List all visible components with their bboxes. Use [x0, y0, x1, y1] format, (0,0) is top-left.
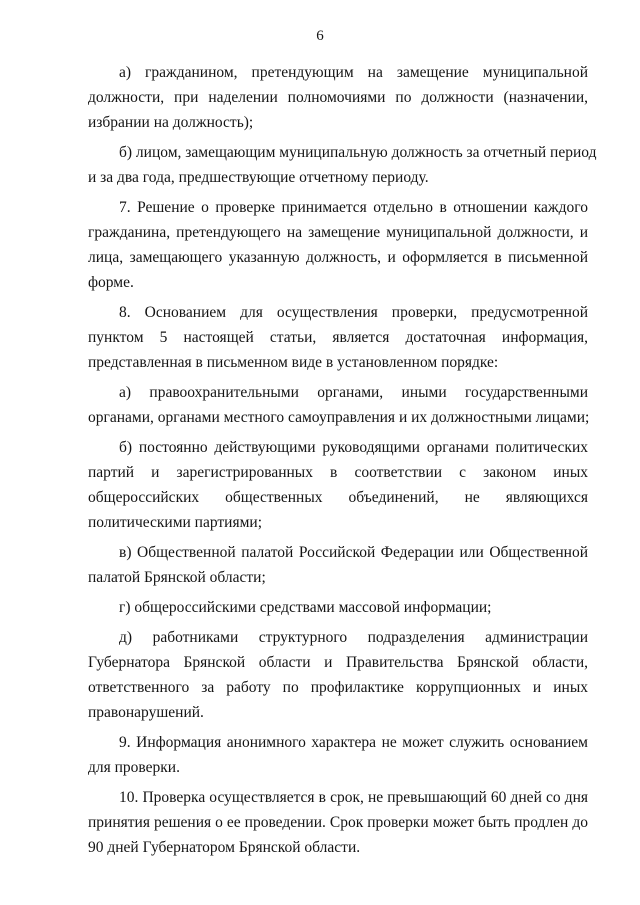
text-line: 90 дней Губернатором Брянской области.: [88, 839, 361, 856]
text-line: органами, органами местного самоуправления и их должностными лицами;: [88, 409, 590, 426]
page-number: 6: [316, 28, 324, 44]
text-line: Губернатора Брянской области и Правительства Брянской области,: [88, 654, 588, 671]
paragraph-8v: [88, 540, 588, 590]
text-line: для проверки.: [88, 759, 180, 776]
text-line: ответственного за работу по профилактике коррупционных и иных: [88, 679, 588, 696]
text-line: представленная в письменном виде в установленном порядке:: [88, 354, 499, 371]
text-line: форме.: [88, 274, 134, 291]
text-line: лица, замещающего указанную должность, и оформляется в письменной: [88, 249, 588, 266]
paragraph-7: [88, 195, 588, 295]
text-line: политическими партиями;: [88, 514, 263, 531]
text-line: палатой Брянской области;: [88, 569, 266, 586]
paragraph-8g: [88, 595, 588, 620]
text-line: должности, при наделении полномочиями по должности (назначении,: [88, 89, 588, 106]
paragraph-8a: [88, 380, 588, 430]
paragraph-6b: [88, 140, 597, 190]
text-line: избрании на должность);: [88, 114, 254, 131]
paragraph-8: [88, 300, 588, 375]
paragraph-8d: [88, 625, 588, 725]
text-line: в) Общественной палатой Российской Федерации или Общественной: [119, 544, 588, 561]
document-text: [88, 60, 597, 860]
text-line: принятия решения о ее проведении. Срок проверки может быть продлен до: [88, 814, 588, 831]
text-line: 7. Решение о проверке принимается отдельно в отношении каждого: [119, 199, 588, 216]
text-line: г) общероссийскими средствами массовой информации;: [119, 599, 492, 616]
text-line: правонарушений.: [88, 704, 204, 721]
text-line: гражданина, претендующего на замещение муниципальной должности, и: [88, 224, 588, 241]
text-line: б) лицом, замещающим муниципальную должность за отчетный период: [119, 144, 597, 161]
text-line: 9. Информация анонимного характера не может служить основанием: [119, 734, 588, 751]
text-line: а) гражданином, претендующим на замещение муниципальной: [119, 64, 588, 81]
text-line: б) постоянно действующими руководящими органами политических: [119, 439, 588, 456]
paragraph-8b: [88, 435, 588, 535]
text-line: 10. Проверка осуществляется в срок, не превышающий 60 дней со дня: [119, 789, 588, 806]
text-line: 8. Основанием для осуществления проверки, предусмотренной: [119, 304, 588, 321]
text-line: пунктом 5 настоящей статьи, является достаточная информация,: [88, 329, 588, 346]
paragraph-9: [88, 730, 588, 780]
text-line: и за два года, предшествующие отчетному периоду.: [88, 169, 429, 186]
paragraph-6a: [88, 60, 588, 135]
text-line: партий и зарегистрированных в соответствии с законом иных: [88, 464, 588, 481]
text-line: общероссийских общественных объединений, не являющихся: [88, 489, 588, 506]
text-line: а) правоохранительными органами, иными государственными: [119, 384, 588, 401]
paragraph-10: [88, 785, 588, 860]
text-line: д) работниками структурного подразделения администрации: [119, 629, 588, 646]
